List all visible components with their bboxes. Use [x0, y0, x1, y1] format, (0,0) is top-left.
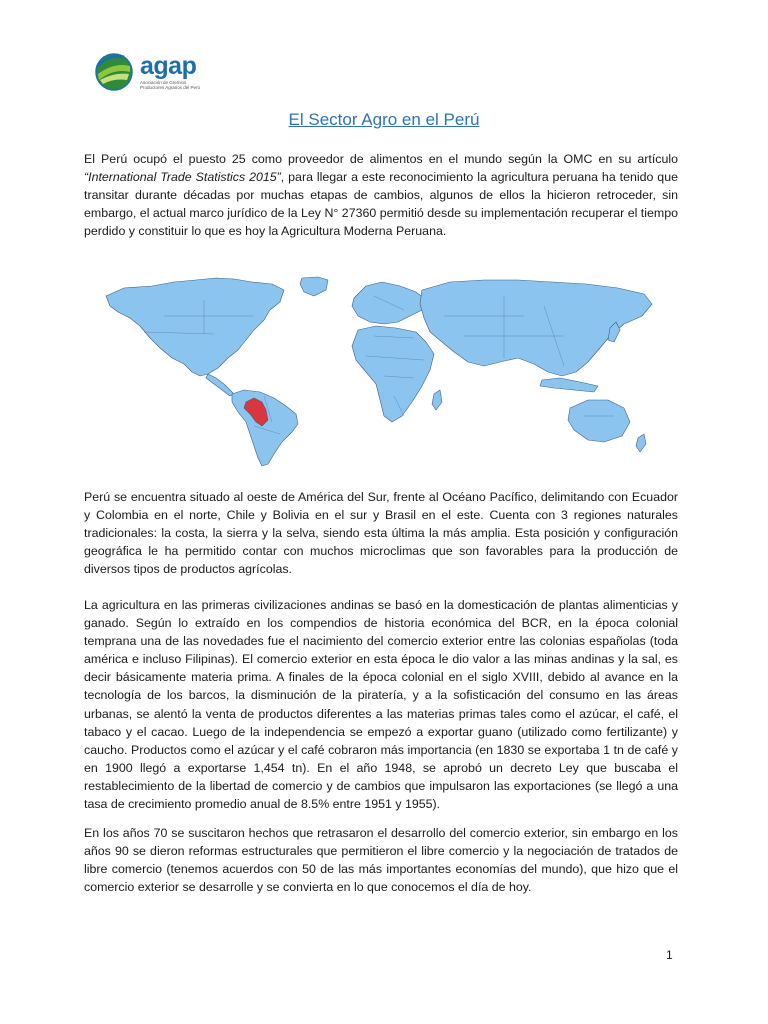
paragraph-intro: [84, 150, 678, 240]
logo-subtitle: Asociación de Gremios Productores Agrarios del Perú: [140, 80, 201, 90]
paragraph-intro-pre: El Perú ocupó el puesto 25 como proveedor de alimentos en el mundo según la OMC en su artículo: [84, 152, 678, 166]
paragraph-modern-trade: En los años 70 se suscitaron hechos que retrasaron el desarrollo del comercio exterior, sin embargo en los años 90 se dieron reformas estructurales que permitieron el libre comercio y la negociación de tratados de libre comercio (tenemos acuerdos con 50 de las más importantes economías del mundo), que hizo que el comercio exterior se desarrolle y se convierta en lo que conocemos el día de hoy.: [84, 826, 678, 895]
paragraph-history: La agricultura en las primeras civilizaciones andinas se basó en la domesticación de plantas alimenticias y ganado. Según lo extraído en los compendios de historia económica del BCR, en la época colonial temprana una de las novedades fue el nacimiento del comercio exterior entre las colonias españolas (toda américa e incluso Filipinas). El comercio exterior en esta época le dio valor a las minas andinas y la sal, es decir básicamente materia prima. A finales de la época colonial en el siglo XVIII, debido al avance en la tecnología de los barcos, la disminución de la piratería, y a la sofisticación del consumo en las áreas urbanas, se alentó la venta de productos diferentes a las materias primas tales como el azúcar, el café, el tabaco y el cacao. Luego de la independencia se empezó a exportar guano (utilizado como fertilizante) y caucho. Productos como el azúcar y el café cobraron más importancia (en 1830 se exportaba 1 tn de café y en 1900 llegó a exportarse 1,454 tn). En el año 1948, se aprobó un decreto Ley que buscaba el restablecimiento de la libertad de comercio y de cambios que impulsaron las exportaciones (se llegó a una tasa de crecimiento promedio anual de 8.5% entre 1951 y 1955).: [84, 598, 678, 812]
document-title: El Sector Agro en el Perú: [288, 110, 480, 129]
map-australia: [568, 400, 630, 442]
map-greenland: [300, 277, 328, 296]
logo-brand-text: agap: [140, 52, 197, 80]
report-title-citation: “International Trade Statistics 2015”: [84, 170, 281, 185]
map-central-america: [206, 374, 234, 396]
page-number: 1: [666, 948, 673, 962]
map-north-america: [106, 278, 284, 376]
agap-logo: [94, 52, 210, 92]
world-map: [104, 276, 656, 468]
map-africa: [352, 326, 434, 422]
agap-globe-icon: [94, 52, 134, 92]
map-new-zealand: [636, 434, 646, 452]
paragraph-intro-post: , para llegar a este reconocimiento la agricultura peruana ha tenido que transitar durante décadas por muchas etapas de cambios, algunos de ellos la hicieron retroceder, sin embargo, el actual marco jurídico de la Ley N° 27360 permitió desde su implementación recuperar el tiempo perdido y constituir lo que es hoy la Agricultura Moderna Peruana.: [84, 170, 678, 239]
world-map-land: [106, 277, 652, 466]
map-south-america: [232, 390, 298, 466]
map-indonesia: [540, 378, 598, 392]
map-madagascar: [432, 390, 442, 410]
paragraph-geography: Perú se encuentra situado al oeste de América del Sur, frente al Océano Pacífico, delimitando con Ecuador y Colombia en el norte, Chile y Bolivia en el sur y Brasil en el este. Cuenta con 3 regiones naturales tradicionales: la costa, la sierra y la selva, siendo esta última la más amplia. Esta posición y configuración geográfica le ha permitido contar con muchos microclimas que son favorables para la producción de diversos tipos de productos agrícolas.: [84, 490, 678, 577]
